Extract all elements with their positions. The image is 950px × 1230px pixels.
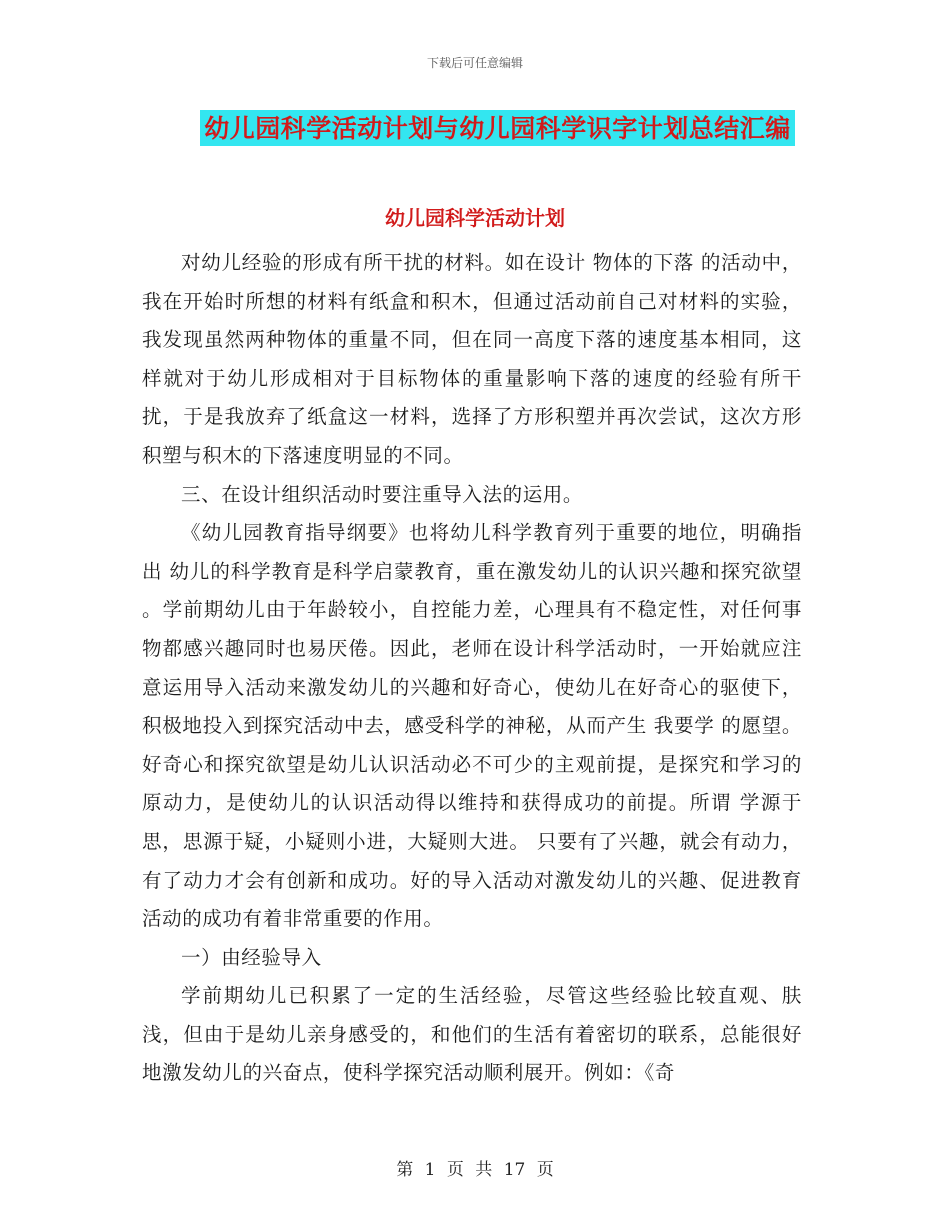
paragraph: 一）由经验导入 bbox=[181, 945, 322, 969]
document-body bbox=[142, 244, 802, 1093]
paragraph: 对幼儿经验的形成有所干扰的材料。如在设计 物体的下落 的活动中，我在开始时所想的材料有纸盒和积木，但通过活动前自己对材料的实验，我发现虽然两种物体的重量不同，但在同一高度下落的速度基本相同，这样就对于幼儿形成相对于目标物体的重量影响下落的速度的经验有所干扰，于是我放弃了纸盒这一材料，选择了方形积塑并再次尝试，这次方形积塑与积木的下落速度明显的不同。 bbox=[142, 251, 802, 467]
paragraph: 学前期幼儿已积累了一定的生活经验，尽管这些经验比较直观、肤浅，但由于是幼儿亲身感受的，和他们的生活有着密切的联系，总能很好地激发幼儿的兴奋点，使科学探究活动顺利展开。例如：《奇 bbox=[142, 984, 802, 1085]
main-title-container bbox=[0, 110, 950, 146]
page-number: 第 1 页 共 17 页 bbox=[396, 1160, 554, 1180]
section-title: 幼儿园科学活动计划 bbox=[385, 206, 565, 230]
paragraph: 三、在设计组织活动时要注重导入法的运用。 bbox=[181, 482, 584, 506]
paragraph: 《幼儿园教育指导纲要》也将幼儿科学教育列于重要的地位，明确指出 幼儿的科学教育是科学启蒙教育，重在激发幼儿的认识兴趣和探究欲望 。学前期幼儿由于年龄较小，自控能力差，心理具有不稳定性，对任何事物都感兴趣同时也易厌倦。因此，老师在设计科学活动时，一开始就应注意运用导入活动来激发幼儿的兴趣和好奇心，使幼儿在好奇心的驱使下，积极地投入到探究活动中去，感受科学的神秘，从而产生 我要学 的愿望。好奇心和探究欲望是幼儿认识活动必不可少的主观前提，是探究和学习的原动力，是使幼儿的认识活动得以维持和获得成功的前提。所谓 学源于思，思源于疑，小疑则小进，大疑则大进。 只要有了兴趣，就会有动力，有了动力才会有创新和成功。好的导入活动对激发幼儿的兴趣、促进教育活动的成功有着非常重要的作用。 bbox=[142, 521, 802, 931]
document-main-title: 幼儿园科学活动计划与幼儿园科学识字计划总结汇编 bbox=[200, 110, 795, 146]
page-header-note: 下载后可任意编辑 bbox=[426, 56, 523, 70]
